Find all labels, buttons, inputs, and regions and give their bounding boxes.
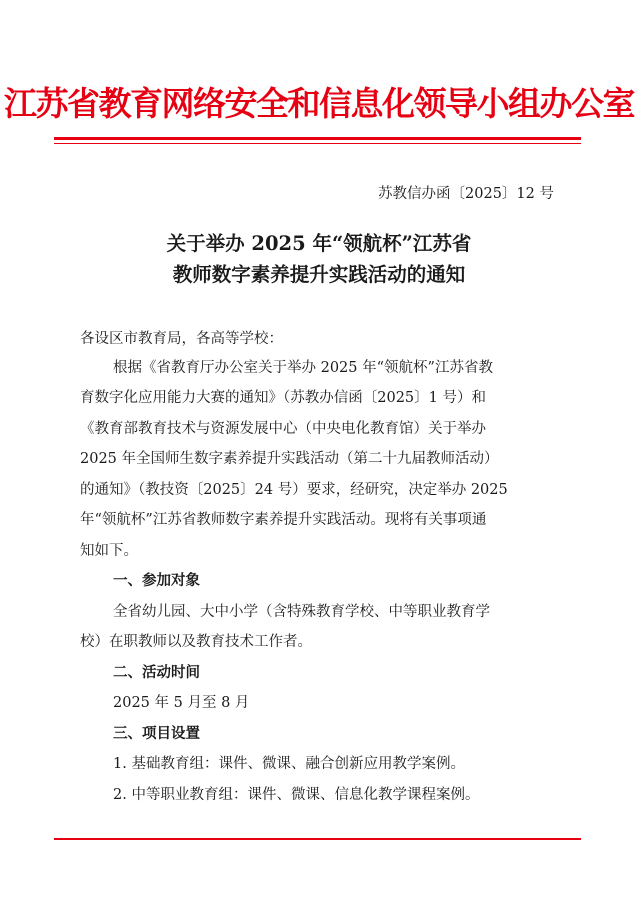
header-red-rule-thick (54, 137, 581, 140)
section-heading-schedule: 二、活动时间 (113, 665, 200, 681)
intro-line: 的通知》（教技资〔2025〕24 号）要求，经研究，决定举办 2025 (80, 482, 508, 498)
document-number: 苏教信办函〔2025〕12 号 (378, 186, 554, 202)
intro-line: 育数字化应用能力大赛的通知》（苏教办信函〔2025〕1 号）和 (80, 390, 486, 406)
intro-line: 年“领航杯”江苏省教师数字素养提升实践活动。现将有关事项通 (80, 512, 487, 528)
document-title-line-1: 关于举办 2025 年“领航杯”江苏省 (166, 232, 472, 255)
intro-line: 2025 年全国师生数字素养提升实践活动（第二十九届教师活动） (80, 451, 499, 467)
issuing-office-header: 江苏省教育网络安全和信息化领导小组办公室 (4, 84, 634, 123)
project-item: 2. 中等职业教育组：课件、微课、信息化教学课程案例。 (113, 787, 480, 803)
section-text-line: 校）在职教师以及教育技术工作者。 (80, 634, 312, 650)
header-red-rule-thin (54, 143, 581, 144)
section-heading-participants: 一、参加对象 (113, 573, 200, 589)
intro-line: 根据《省教育厅办公室关于举办 2025 年“领航杯”江苏省教 (113, 360, 493, 376)
intro-line: 知如下。 (80, 543, 138, 559)
section-text-line: 2025 年 5 月至 8 月 (113, 695, 250, 711)
intro-line: 《教育部教育技术与资源发展中心（中央电化教育馆）关于举办 (80, 421, 486, 437)
document-title-line-2: 教师数字素养提升实践活动的通知 (172, 263, 466, 286)
footer-red-rule (54, 838, 581, 840)
section-text-line: 全省幼儿园、大中小学（含特殊教育学校、中等职业教育学 (113, 604, 490, 620)
addressee: 各设区市教育局，各高等学校： (80, 331, 283, 347)
section-heading-projects: 三、项目设置 (113, 726, 200, 742)
project-item: 1. 基础教育组：课件、微课、融合创新应用教学案例。 (113, 756, 465, 772)
